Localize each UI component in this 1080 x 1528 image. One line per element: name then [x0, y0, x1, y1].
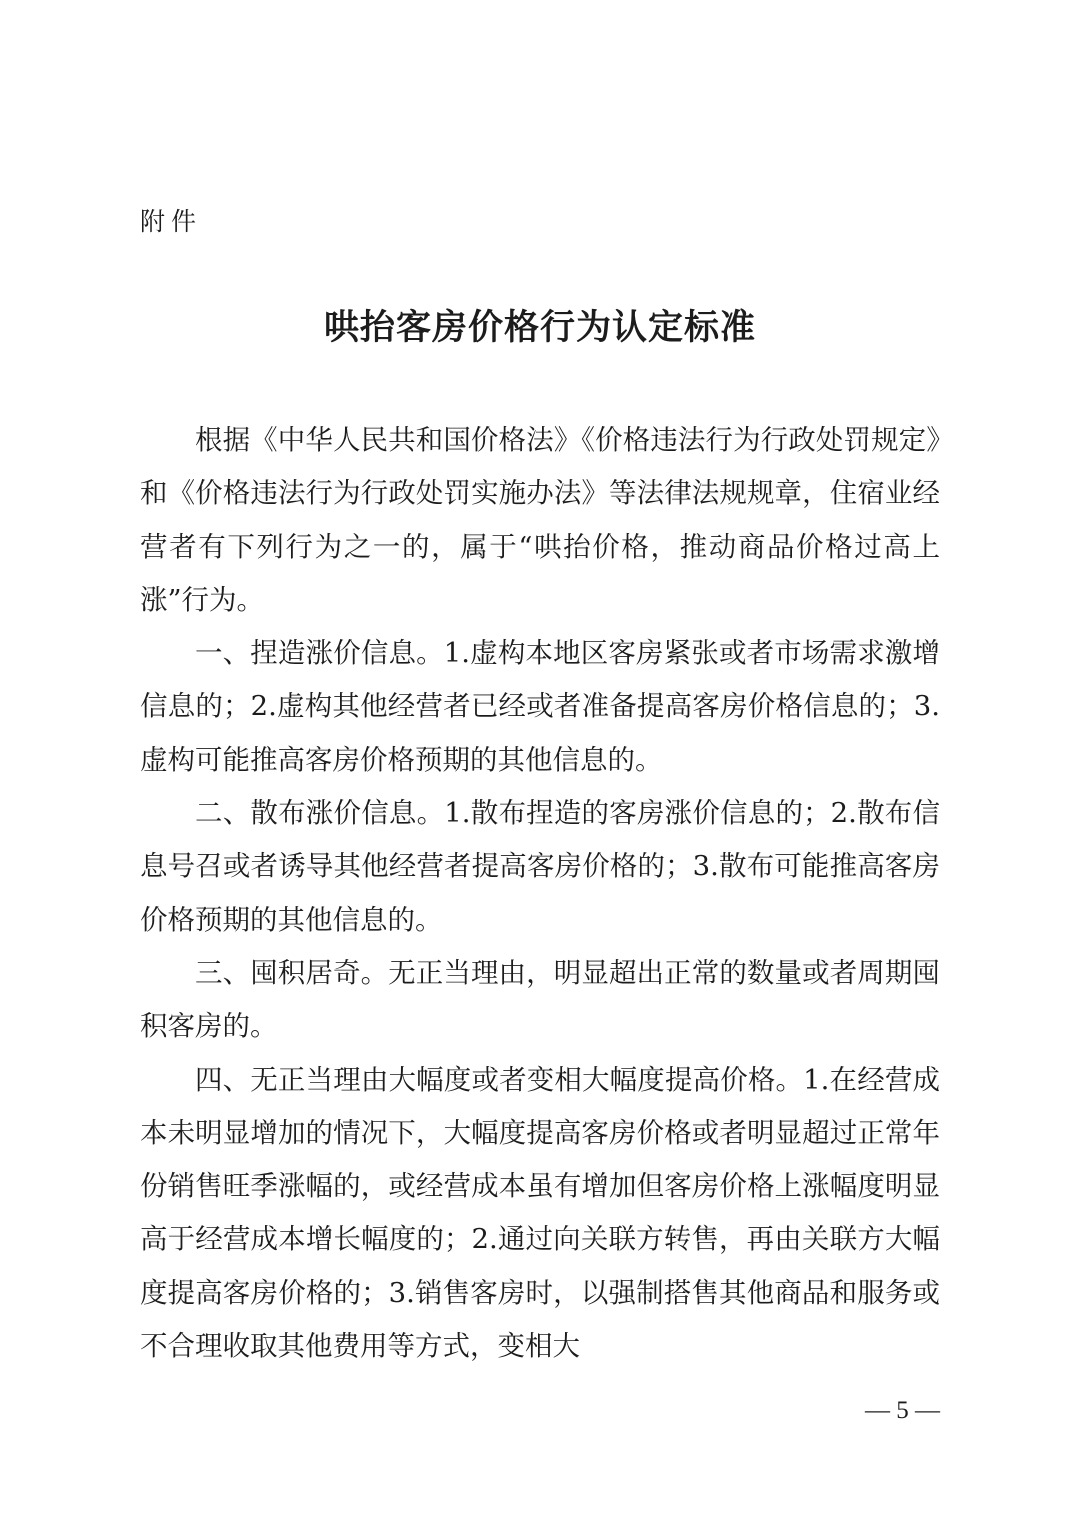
page-number: — 5 — [865, 1397, 940, 1424]
paragraph-item-2: 二、散布涨价信息。1.散布捏造的客房涨价信息的；2.散布信息号召或者诱导其他经营者提高客房价格的；3.散布可能推高客房价格预期的其他信息的。 [140, 797, 940, 936]
attachment-label: 附件 [140, 207, 203, 236]
paragraph-item-1: 一、捏造涨价信息。1.虚构本地区客房紧张或者市场需求激增信息的；2.虚构其他经营者已经或者准备提高客房价格信息的；3.虚构可能推高客房价格预期的其他信息的。 [140, 637, 940, 776]
paragraph-item-4: 四、无正当理由大幅度或者变相大幅度提高价格。1.在经营成本未明显增加的情况下，大幅度提高客房价格或者明显超过正常年份销售旺季涨幅的，或经营成本虽有增加但客房价格上涨幅度明显高于经营成本增长幅度的；2.通过向关联方转售，再由关联方大幅度提高客房价格的；3.销售客房时，以强制搭售其他商品和服务或不合理收取其他费用等方式，变相大 [140, 1063, 940, 1363]
document-body [140, 414, 940, 1373]
document-title: 哄抬客房价格行为认定标准 [323, 308, 756, 348]
paragraph-intro: 根据《中华人民共和国价格法》《价格违法行为行政处罚规定》和《价格违法行为行政处罚实施办法》等法律法规规章，住宿业经营者有下列行为之一的，属于“哄抬价格，推动商品价格过高上涨”行为。 [140, 424, 940, 616]
paragraph-item-3: 三、囤积居奇。无正当理由，明显超出正常的数量或者周期囤积客房的。 [140, 956, 940, 1043]
